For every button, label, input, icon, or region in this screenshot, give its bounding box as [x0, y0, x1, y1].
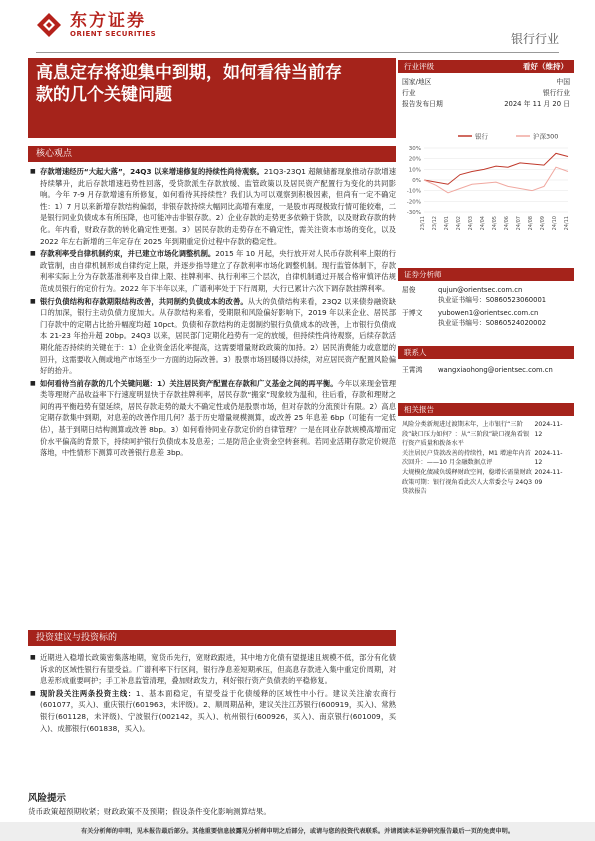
invest-bullet: ■ 近期进入稳增长政策密集落地期，宽货币先行，宽财政跟进，其中地方化债有望提速且规模不低，部分有化债诉求的区域性银行有望受益。广谱利率下行区间，银行净息差短期承压，但高息存款进入集中重定价周期，对息差形成重要呵护；手工补息监管清理，叠加财政发力，利好银行资产负债表的平稳修复。 [28, 652, 396, 687]
y-tick-label: 0% [412, 178, 421, 184]
y-tick-label: 20% [408, 156, 421, 163]
logo-cn: 东方证券 [70, 11, 146, 31]
y-tick-label: -10% [406, 188, 421, 195]
core-view-header: 核心观点 [28, 146, 396, 162]
y-tick-label: 10% [408, 167, 421, 174]
x-tick-label: 23/11 [420, 216, 426, 231]
x-tick-label: 24/09 [540, 216, 546, 231]
x-tick-label: 24/11 [564, 216, 570, 231]
x-tick-label: 24/06 [504, 216, 510, 231]
info-row: 行业 银行行业 [402, 89, 570, 97]
x-tick-label: 23/12 [432, 216, 438, 231]
company-logo [36, 12, 156, 38]
rating-header [398, 60, 574, 73]
y-tick-label: -20% [406, 199, 421, 206]
legend-label: 沪深300 [533, 132, 559, 141]
price-chart [398, 128, 574, 238]
x-tick-label: 24/05 [492, 216, 498, 231]
y-tick-label: -30% [406, 210, 421, 216]
core-bullet: ■ 如何看待当前存款的几个关键问题：1）关注居民资产配置在存款和广义基金之间的再平衡。今年以来现金管理类等理财产品收益率下行速度明显快于存款挂牌利率，居民存款“搬家”现象较为温和，往后看，存款和理财之间的再平衡趋势有望延续，居民存款走势的最大不确定性或仍是股票市场，但对存款的分流预计有限。2）高息定期存款集中到期，对息差的改善作用几何？基于历史增量规模测算，或改善 25 年息差 6bp（可能有一定低估），基于到期日结构测算或改善 8bp。3）如何看待同业存款定价的自律管理？一是在同业存款规模高增而定价水平偏高的背景下，持续呵护银行负债成本及息差；二是防范企业资金空转套利。若同业活期存款定价规范落地，中性情形下测算可改善银行息差 3bp。 [28, 378, 396, 459]
related-box [398, 403, 574, 497]
core-bullet: ■ 银行负债结构和存款期限结构改善，共同制约负债成本的改善。从大的负债结构来看，23Q2 以来债券融资缺口的加深，银行主动负债力度加大。从存款结构来看，受期限和风险偏好影响下，2019 年以来企业、居民部门存款中的定期占比抬升幅度均超 10pct。负债和存款结构的走弱制约银行负债成本的改善，上市银行负债成本 21-23 年抬升超 20bp。24Q3 以来，居民部门定期化趋势有一定的放缓，但持续性尚待观察，后续存款活期化能否持续的关键在于：1）企业资金活化率提高，这需要增量财政政策的加持。2）居民消费能力或意愿的回升，这需要收入侧或地产市场至少一方面的边际改善。3）股票市场回暖得以持续，对应居民资产配置风险偏好的抬升。 [28, 296, 396, 377]
title-line-1: 高息定存将迎集中到期，如何看待当前存 [36, 63, 342, 83]
x-tick-label: 24/03 [468, 216, 474, 231]
related-report[interactable]: 大规模化债减负缓释财政空间，稳增长需量财政政策可期：银行视角看此次人大常委会与 24Q3 贷款报告 2024-11-09 [402, 468, 563, 496]
x-tick-label: 24/02 [456, 216, 462, 231]
risk-text: 货币政策超预期收紧；财政政策不及预期；假设条件变化影响测算结果。 [28, 807, 271, 816]
invest-body [28, 652, 396, 735]
core-bullet: ■ 存款增速经历“大起大落”，24Q3 以来增速修复的持续性尚待观察。21Q3-23Q1 超额储蓄现象推动存款增速持续攀升，此后存款增速趋势性回落，受贷款派生存款放缓、监管政策以及居民资产配置行为变化的共同影响。今年 7-9 月存款增速有所修复，如何看待其持续性？我们认为可以观察到积极因素，但尚有一定不确定性：1）7 月以来新增存款结构偏弱，非银存款持续大幅同比高增有难度，一是股市再现极致行情可能较难，二是银行同业负债成本有所压降，也可能冲击非银存款。2）企业存款的走势更多依赖于贷款，以及财政存款的转化。年内看，财政存款的转化确定性更强。3）居民存款的走势存在不确定性，需关注资本市场的变化，以及 2022 年左右新增的三年定存在 2025 年到期重定价过程中存款的稳定性。 [28, 166, 396, 247]
series-line [424, 153, 568, 184]
x-tick-label: 24/01 [444, 216, 450, 231]
logo-mark-icon [36, 12, 62, 38]
y-tick-label: 30% [408, 146, 421, 152]
invest-bullet: ■ 现阶段关注两条投资主线：1、基本面稳定，有望受益于化债缓释的区域性中小行。建议关注渝农商行(601077，买入)、重庆银行(601963，未评级)。2、顺周期品种，建议关注江苏银行(600919，买入)、常熟银行(601128，未评级)、宁波银行(002142，买入)、杭州银行(600926，买入)、南京银行(601009，买入)、成都银行(601838，买入)。 [28, 688, 396, 734]
rating-label: 行业评级 [404, 62, 434, 71]
logo-en: ORIENT SECURITIES [70, 30, 157, 38]
invest-header: 投资建议与投资标的 [28, 630, 396, 646]
rating-value: 看好（维持） [523, 62, 568, 71]
related-header: 相关报告 [398, 403, 574, 416]
risk-title: 风险提示 [28, 793, 67, 804]
analyst-entry: 屈俊 qujun@orientsec.com.cn 执业证书编号：S0860523060001 [402, 286, 547, 304]
rating-box [398, 60, 574, 110]
analyst-header: 证券分析师 [398, 268, 574, 281]
industry-label: 银行行业 [510, 32, 559, 46]
contact-header: 联系人 [398, 346, 574, 359]
x-tick-label: 24/08 [528, 216, 534, 231]
x-tick-label: 24/04 [480, 216, 486, 231]
disclaimer-footer: 有关分析师的申明，见本报告最后部分。其他重要信息披露见分析师申明之后部分，或请与您的投资代表联系。并请阅读本证券研究报告最后一页的免责申明。 [0, 822, 595, 841]
report-title [28, 58, 396, 138]
legend-label: 银行 [475, 132, 488, 141]
analyst-entry: 于博文 yubowen1@orientsec.com.cn 执业证书编号：S0860524020002 [402, 309, 547, 327]
core-view-body [28, 166, 396, 460]
core-bullet: ■ 存款利率受自律机制约束，并已建立市场化调整机制。2015 年 10 月起，央行放开对人民币存款利率上限的行政管制，由自律机制形成自律约定上限，并逐步指导建立了存款利率市场化调整机制。现行监管体制下，存款利率实际上分为存款基准利率及自律上限、挂牌利率、执行利率三个层次，自律机制通过开展合格审慎评估规范成员银行的定价行为。2022 年下半年以来，广谱利率处于下行周期，大行已累计六次下调存款挂牌利率。 [28, 248, 396, 294]
x-tick-label: 24/07 [516, 216, 522, 231]
chart-svg [398, 128, 574, 238]
analyst-box [398, 268, 574, 328]
contact-entry: 王霄鸿 wangxiaohong@orientsec.com.cn [402, 366, 553, 374]
info-row: 报告发布日期 2024 年 11 月 20 日 [402, 100, 570, 108]
report-header [0, 0, 595, 56]
related-report[interactable]: 关注居民户贷款改善的持续性，M1 增速年内首次回升：——10 月金融数据点评 2024-11-12 [402, 449, 563, 467]
info-row: 国家/地区 中国 [402, 78, 570, 86]
header-divider [36, 52, 559, 53]
contact-box [398, 346, 574, 375]
title-line-2: 款的几个关键问题 [36, 85, 172, 105]
x-tick-label: 24/10 [552, 216, 558, 231]
related-report[interactable]: 风险分类新规进过渡期末年，上市银行“三阶段”缺口压力如何？：从“三阶段”缺口视角看银行资产质量和拨备水平 2024-11-12 [402, 421, 563, 448]
